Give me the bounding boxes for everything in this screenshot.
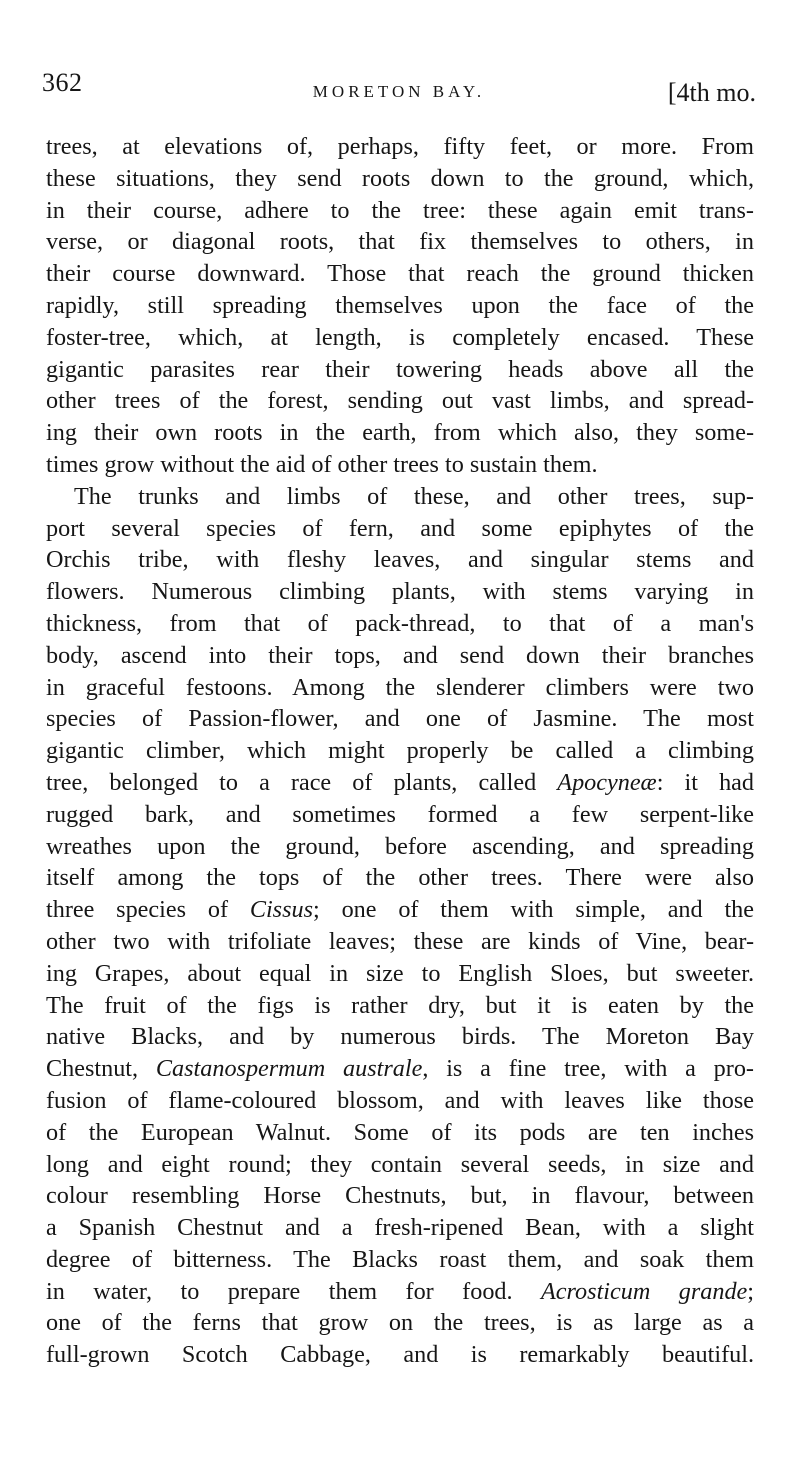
text-line: gigantic parasites rear their towering heads above all the [46, 355, 754, 383]
running-date: [4th mo. [667, 78, 756, 107]
text-line: rugged bark, and sometimes formed a few serpent-like [46, 800, 754, 828]
text-line: in their course, adhere to the tree: these again emit trans- [46, 196, 754, 224]
italic-term: Castanospermum australe [155, 1055, 423, 1083]
text-line: gigantic climber, which might properly be called a climbing [46, 737, 754, 765]
text-line: port several species of fern, and some epiphytes of the [46, 514, 754, 542]
text-line: these situations, they send roots down to the ground, which, [46, 164, 754, 192]
text-line: verse, or diagonal roots, that fix themselves to others, in [46, 228, 754, 256]
text-line: ing Grapes, about equal in size to English Sloes, but sweeter. [46, 959, 754, 987]
text-line: other trees of the forest, sending out vast limbs, and spread- [46, 387, 754, 415]
text-line: The fruit of the figs is rather dry, but it is eaten by the [46, 991, 754, 1019]
body-text [46, 131, 754, 1371]
text-segment: three species of [46, 896, 250, 924]
text-line: long and eight round; they contain several seeds, in size and [46, 1150, 754, 1178]
text-line: body, ascend into their tops, and send down their branches [46, 641, 754, 669]
text-line: native Blacks, and by numerous birds. The Moreton Bay [46, 1023, 754, 1051]
text-line: trees, at elevations of, perhaps, fifty feet, or more. From [46, 133, 754, 160]
running-head [42, 68, 756, 108]
text-segment: , is a fine tree, with a pro- [422, 1055, 754, 1083]
text-line: rapidly, still spreading themselves upon the face of the [46, 291, 754, 319]
text-line: full-grown Scotch Cabbage, and is remarkably beautiful. [46, 1341, 754, 1369]
text-segment: Chestnut, [46, 1055, 156, 1083]
text-line [46, 767, 754, 799]
text-line: times grow without the aid of other trees to sustain them. [46, 450, 598, 478]
text-segment: ; [747, 1277, 755, 1305]
text-line: The trunks and limbs of these, and other trees, sup- [74, 482, 754, 510]
text-line [46, 894, 754, 926]
italic-term: Apocyneæ [557, 768, 657, 796]
text-line: of the European Walnut. Some of its pods are ten inches [46, 1118, 754, 1146]
text-line: Orchis tribe, with fleshy leaves, and singular stems and [46, 546, 754, 574]
page-number: 362 [42, 68, 83, 97]
text-line: a Spanish Chestnut and a fresh-ripened Bean, with a slight [46, 1214, 754, 1242]
text-line: fusion of flame-coloured blossom, and with leaves like those [46, 1086, 754, 1114]
text-segment: ; one of them with simple, and the [313, 896, 754, 924]
italic-term: Cissus [249, 896, 314, 924]
text-line [46, 1276, 754, 1308]
text-line: other two with trifoliate leaves; these are kinds of Vine, bear- [46, 927, 754, 955]
text-line: degree of bitterness. The Blacks roast them, and soak them [46, 1245, 754, 1273]
text-line: itself among the tops of the other trees. There were also [46, 864, 754, 892]
text-line: ing their own roots in the earth, from which also, they some- [46, 419, 754, 447]
text-line: one of the ferns that grow on the trees, is as large as a [46, 1309, 754, 1337]
text-line: their course downward. Those that reach the ground thicken [46, 260, 754, 288]
text-line: colour resembling Horse Chestnuts, but, in flavour, between [46, 1182, 754, 1210]
text-line: in graceful festoons. Among the slenderer climbers were two [46, 673, 754, 701]
text-segment: tree, belonged to a race of plants, called [46, 768, 558, 796]
text-line: wreathes upon the ground, before ascending, and spreading [46, 832, 754, 860]
italic-term: Acrosticum grande [541, 1277, 748, 1305]
text-line: foster-tree, which, at length, is completely encased. These [46, 323, 754, 351]
text-line: thickness, from that of pack-thread, to that of a man's [46, 609, 754, 637]
text-line [46, 1053, 754, 1085]
text-line: flowers. Numerous climbing plants, with stems varying in [46, 578, 754, 606]
text-segment: in water, to prepare them for food. [46, 1277, 542, 1305]
running-title: MORETON BAY. [312, 82, 486, 101]
text-line: species of Passion-flower, and one of Jasmine. The most [46, 705, 754, 733]
text-segment: : it had [656, 768, 754, 796]
